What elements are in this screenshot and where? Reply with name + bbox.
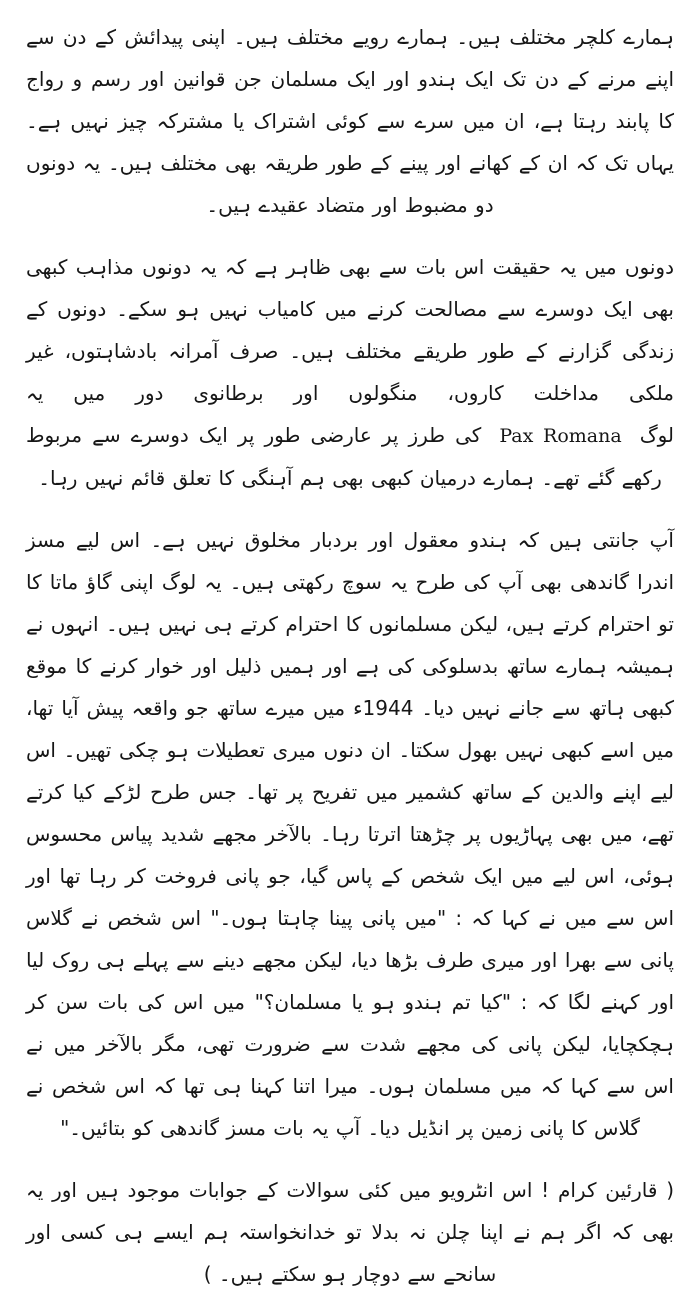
paragraph-2-text-before-latin: دونوں میں یہ حقیقت اس بات سے بھی ظاہر ہے کہ یہ دونوں مذاہب کبھی بھی ایک دوسرے سے مصالحت کرنے میں کامیاب نہیں ہو سکے۔ دونوں کے زندگی گزارنے کے طور طریقے مختلف ہیں۔ صرف آمرانہ بادشاہتوں، غیر ملکی مداخلت کاروں، منگولوں اور برطانوی دور میں یہ لوگ bbox=[26, 255, 675, 447]
paragraph-no-reconciliation bbox=[26, 246, 674, 499]
paragraph-editors-note: ( قارئین کرام ! اس انٹرویو میں کئی سوالات کے جوابات موجود ہیں اور یہ بھی کہ اگر ہم نے اپنا چلن نہ بدلا تو خدانخواستہ ہم ایسے ہی کسی اور سانحے سے دوچار ہو سکتے ہیں۔ ) bbox=[26, 1178, 674, 1286]
latin-phrase-pax-romana: Pax Romana bbox=[499, 425, 622, 447]
paragraph-2-text-after-latin: کی طرز پر عارضی طور پر ایک دوسرے سے مربوط رکھے گئے تھے۔ ہمارے درمیان کبھی بھی ہم آہنگی کا تعلق قائم نہیں رہا۔ bbox=[26, 423, 662, 490]
paragraph-kashmir-incident: آپ جانتی ہیں کہ ہندو معقول اور بردبار مخلوق نہیں ہے۔ اس لیے مسز اندرا گاندھی بھی آپ کی طرح یہ سوچ رکھتی ہیں۔ یہ لوگ اپنی گاؤ ماتا کا تو احترام کرتے ہیں، لیکن مسلمانوں کا احترام کرتے ہی نہیں ہیں۔ انہوں نے ہمیشہ ہمارے ساتھ بدسلوکی کی ہے اور ہمیں ذلیل اور خوار کرنے کا موقع کبھی ہاتھ سے جانے نہیں دیا۔ 1944ء میں میرے ساتھ جو واقعہ پیش آیا تھا، میں اسے کبھی نہیں بھول سکتا۔ ان دنوں میری تعطیلات ہو چکی تھیں۔ اس لیے اپنے والدین کے ساتھ کشمیر میں تفریح پر تھا۔ جس طرح لڑکے کیا کرتے تھے، میں بھی پہاڑیوں پر چڑھتا اترتا رہا۔ بالآخر مجھے شدید پیاس محسوس ہوئی، اس لیے میں ایک شخص کے پاس گیا، جو پانی فروخت کر رہا تھا اور اس سے میں نے کہا کہ : "میں پانی پینا چاہتا ہوں۔" اس شخص نے گلاس پانی سے بھرا اور میری طرف بڑھا دیا، لیکن مجھے دینے سے پہلے ہی روک لیا اور کہنے لگا کہ : "کیا تم ہندو ہو یا مسلمان؟" میں اس کی بات سن کر ہچکچایا، لیکن پانی کی مجھے شدت سے ضرورت تھی، مگر بالآخر میں نے اس سے کہا کہ میں مسلمان ہوں۔ میرا اتنا کہنا ہی تھا کہ اس شخص نے گلاس کا پانی زمین پر انڈیل دیا۔ آپ یہ بات مسز گاندھی کو بتائیں۔" bbox=[26, 528, 675, 1140]
paragraph-cultures-differ: ہمارے کلچر مختلف ہیں۔ ہمارے رویے مختلف ہیں۔ اپنی پیدائش کے دن سے اپنے مرنے کے دن تک ایک ہندو اور ایک مسلمان جن قوانین اور رسم و رواج کا پابند رہتا ہے، ان میں سرے سے کوئی اشتراک یا مشترکہ چیز نہیں ہے۔ یہاں تک کہ ان کے کھانے اور پینے کے طور طریقہ بھی مختلف ہیں۔ یہ دونوں دو مضبوط اور متضاد عقیدے ہیں۔ bbox=[26, 25, 674, 217]
